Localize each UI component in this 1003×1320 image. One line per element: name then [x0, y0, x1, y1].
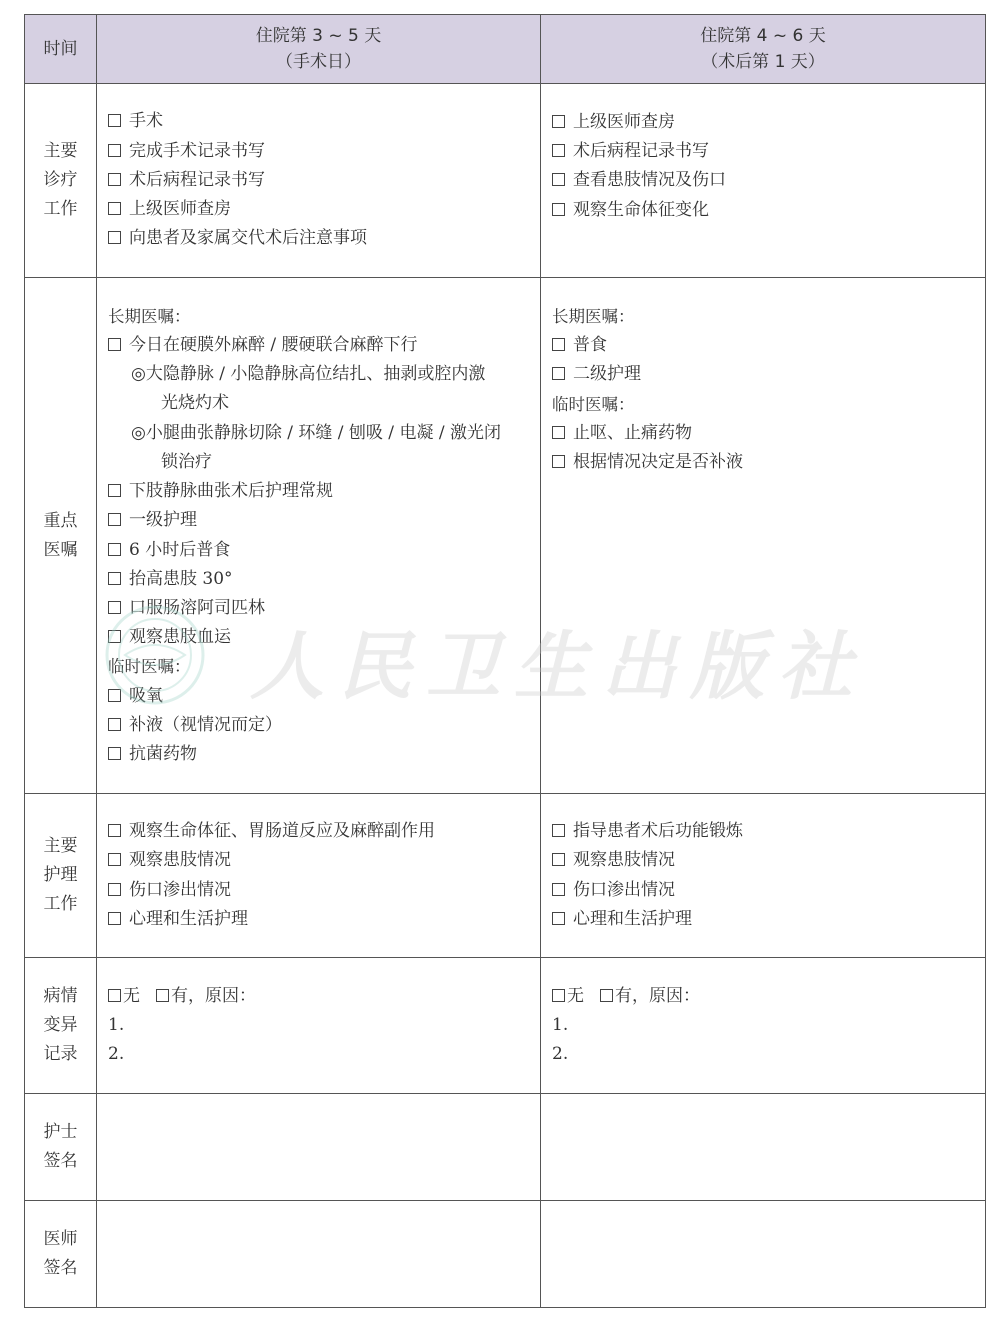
- label-line: 医师: [43, 1229, 78, 1249]
- checkbox[interactable]: [552, 144, 565, 157]
- checkbox[interactable]: [552, 883, 565, 896]
- checkbox[interactable]: [108, 630, 121, 643]
- option-label: 有，原因：: [615, 985, 700, 1006]
- checklist-label: 二级护理: [573, 364, 641, 385]
- checklist-label: 今日在硬膜外麻醉 / 腰硬联合麻醉下行: [129, 335, 418, 356]
- checkbox[interactable]: [108, 513, 121, 526]
- row-label-variance: [25, 958, 97, 1094]
- surgery-option-cont: 锁治疗: [161, 451, 212, 472]
- variance-yes-option[interactable]: [600, 982, 700, 1011]
- checklist-label: 向患者及家属交代术后注意事项: [129, 228, 367, 249]
- checklist-label: 观察生命体征变化: [573, 199, 709, 220]
- label-line: 变异: [43, 1015, 78, 1035]
- checklist-item[interactable]: [552, 419, 975, 448]
- variance-options: [552, 982, 975, 1011]
- checklist-label: 口服肠溶阿司匹林: [129, 597, 265, 618]
- row-label-orders: [25, 278, 97, 794]
- checklist-item[interactable]: [108, 846, 530, 875]
- orders-day-3-5: [97, 278, 541, 794]
- checklist-label: 心理和生活护理: [129, 908, 248, 929]
- checklist-label: 手术: [129, 111, 163, 132]
- label-line: 签名: [43, 1151, 78, 1171]
- checkbox[interactable]: [108, 824, 121, 837]
- checklist-label: 心理和生活护理: [573, 908, 692, 929]
- checklist-label: 完成手术记录书写: [129, 140, 265, 161]
- checklist-label: 伤口渗出情况: [573, 879, 675, 900]
- checklist-label: 上级医师查房: [129, 199, 231, 220]
- checklist-label: 观察生命体征、胃肠道反应及麻醉副作用: [129, 821, 435, 842]
- checklist-item[interactable]: [108, 195, 530, 224]
- checkbox[interactable]: [108, 114, 121, 127]
- row-nursing: [25, 794, 986, 958]
- label-line: 工作: [43, 199, 78, 219]
- surgery-option: [108, 419, 530, 477]
- row-orders: [25, 278, 986, 794]
- checkbox[interactable]: [552, 338, 565, 351]
- nursing-day-3-5: [97, 794, 541, 958]
- variance-none-option[interactable]: [108, 982, 140, 1011]
- checkbox[interactable]: [108, 173, 121, 186]
- temporary-orders-title: 临时医嘱：: [552, 394, 635, 414]
- long-term-orders-title: 长期医嘱：: [552, 307, 635, 326]
- label-line: 病情: [43, 986, 78, 1006]
- checkbox[interactable]: [552, 115, 565, 128]
- checkbox[interactable]: [108, 912, 121, 925]
- label-line: 护理: [43, 865, 78, 885]
- checklist-item[interactable]: [552, 846, 975, 875]
- checkbox[interactable]: [108, 484, 121, 497]
- checklist-label: 术后病程记录书写: [573, 141, 709, 162]
- checkbox[interactable]: [108, 601, 121, 614]
- checkbox[interactable]: [108, 689, 121, 702]
- checkbox[interactable]: [108, 202, 121, 215]
- nursing-day-4-6: [541, 794, 986, 958]
- checklist-item[interactable]: [108, 682, 530, 711]
- nurse-signature-day-4-6[interactable]: [541, 1094, 986, 1201]
- checklist-label: 查看患肢情况及伤口: [573, 170, 726, 191]
- checklist-item[interactable]: [108, 565, 530, 594]
- checklist-label: 观察患肢血运: [129, 627, 231, 648]
- main-work-day-3-5: [97, 84, 541, 278]
- doctor-signature-day-3-5[interactable]: [97, 1201, 541, 1308]
- checklist-item[interactable]: [552, 331, 975, 360]
- checklist-label: 伤口渗出情况: [129, 879, 231, 900]
- checklist-item[interactable]: [108, 137, 530, 166]
- checklist-label: 普食: [573, 335, 607, 356]
- variance-reason-2[interactable]: 2.: [552, 1044, 569, 1065]
- checklist-item[interactable]: [108, 711, 530, 740]
- checklist-item[interactable]: [552, 905, 975, 934]
- nurse-signature-day-3-5[interactable]: [97, 1094, 541, 1201]
- checklist-item[interactable]: [552, 448, 975, 477]
- checkbox[interactable]: [552, 203, 565, 216]
- surgery-option: [108, 360, 530, 418]
- variance-options: [108, 982, 530, 1011]
- row-nurse-sign: [25, 1094, 986, 1201]
- row-label-nurse-sign: [25, 1094, 97, 1201]
- variance-reason-2[interactable]: 2.: [108, 1044, 125, 1065]
- variance-day-4-6: [541, 958, 986, 1094]
- checklist-item[interactable]: [108, 331, 530, 360]
- main-work-day-4-6: [541, 84, 986, 278]
- variance-day-3-5: [97, 958, 541, 1094]
- checkbox[interactable]: [108, 883, 121, 896]
- checkbox[interactable]: [552, 426, 565, 439]
- doctor-signature-day-4-6[interactable]: [541, 1201, 986, 1308]
- surgery-option-cont: 光烧灼术: [161, 393, 229, 414]
- surgery-option-text: ◎小腿曲张静脉切除 / 环缝 / 刨吸 / 电凝 / 激光闭: [131, 422, 501, 443]
- checkbox[interactable]: [600, 989, 613, 1002]
- header-day-4-6-title: 住院第 4 ~ 6 天: [700, 26, 826, 46]
- row-label-doctor-sign: [25, 1201, 97, 1308]
- checklist-label: 一级护理: [129, 510, 197, 531]
- checklist-item[interactable]: [552, 166, 975, 195]
- header-time: 时间: [25, 15, 97, 84]
- checklist-item[interactable]: [552, 360, 975, 389]
- row-label-main-work: [25, 84, 97, 278]
- checklist-item[interactable]: [552, 137, 975, 166]
- variance-none-option[interactable]: [552, 982, 584, 1011]
- checkbox[interactable]: [108, 572, 121, 585]
- checklist-item[interactable]: [108, 817, 530, 846]
- row-doctor-sign: [25, 1201, 986, 1308]
- long-term-orders-title: 长期医嘱：: [108, 306, 191, 326]
- checkbox[interactable]: [552, 367, 565, 380]
- label-line: 工作: [43, 894, 78, 914]
- label-line: 医嘱: [43, 539, 78, 560]
- checklist-label: 指导患者术后功能锻炼: [573, 821, 743, 842]
- temporary-orders-title: 临时医嘱：: [108, 657, 191, 677]
- checklist-label: 观察患肢情况: [129, 850, 231, 871]
- row-variance: [25, 958, 986, 1094]
- header-day-4-6: [541, 15, 986, 84]
- row-main-work: [25, 84, 986, 278]
- checklist-item[interactable]: [108, 224, 530, 253]
- clinical-pathway-table: [24, 14, 986, 1308]
- checkbox[interactable]: [156, 989, 169, 1002]
- header-day-3-5-subtitle: （手术日）: [276, 52, 361, 72]
- checklist-item[interactable]: [552, 876, 975, 905]
- label-line: 护士: [43, 1122, 78, 1142]
- variance-reason-1[interactable]: 1.: [108, 1014, 125, 1035]
- checkbox[interactable]: [108, 853, 121, 866]
- checkbox[interactable]: [108, 989, 121, 1002]
- checklist-label: 根据情况决定是否补液: [573, 452, 743, 473]
- checklist-item[interactable]: [108, 623, 530, 652]
- surgery-option-text: ◎大隐静脉 / 小隐静脉高位结扎、抽剥或腔内激: [131, 364, 486, 385]
- checklist-item[interactable]: [108, 477, 530, 506]
- label-line: 记录: [43, 1044, 78, 1064]
- checkbox[interactable]: [552, 173, 565, 186]
- checklist-item[interactable]: [108, 506, 530, 535]
- variance-reason-1[interactable]: 1.: [552, 1014, 569, 1035]
- checkbox[interactable]: [552, 853, 565, 866]
- checklist-item[interactable]: [108, 740, 530, 769]
- checklist-item[interactable]: [108, 905, 530, 934]
- checkbox[interactable]: [552, 824, 565, 837]
- checklist-item[interactable]: [108, 107, 530, 136]
- label-line: 主要: [43, 141, 78, 161]
- checklist-item[interactable]: [108, 594, 530, 623]
- checklist-label: 止呕、止痛药物: [573, 422, 692, 443]
- row-label-nursing: [25, 794, 97, 958]
- checkbox[interactable]: [108, 543, 121, 556]
- header-row: [25, 15, 986, 84]
- checklist-label: 上级医师查房: [573, 112, 675, 132]
- checklist-item[interactable]: [552, 817, 975, 846]
- checklist-label: 观察患肢情况: [573, 850, 675, 871]
- checklist-label: 吸氧: [129, 685, 163, 706]
- label-line: 签名: [43, 1258, 78, 1278]
- checklist-label: 术后病程记录书写: [129, 169, 265, 190]
- checkbox[interactable]: [552, 912, 565, 925]
- orders-day-4-6: [541, 278, 986, 794]
- checkbox[interactable]: [108, 747, 121, 760]
- checkbox[interactable]: [552, 455, 565, 468]
- checkbox[interactable]: [108, 231, 121, 244]
- checklist-label: 抗菌药物: [129, 743, 197, 764]
- header-day-3-5-title: 住院第 3 ~ 5 天: [255, 26, 382, 46]
- watermark-text: 人民卫生出版社: [250, 624, 866, 710]
- checklist-label: 6 小时后普食: [129, 539, 231, 560]
- option-label: 无: [567, 985, 584, 1006]
- checklist-item[interactable]: [552, 196, 975, 225]
- checkbox[interactable]: [108, 144, 121, 157]
- checkbox[interactable]: [108, 718, 121, 731]
- checkbox[interactable]: [108, 338, 121, 351]
- header-day-3-5: [97, 15, 541, 84]
- checklist-item[interactable]: [552, 108, 975, 137]
- checklist-item[interactable]: [108, 876, 530, 905]
- checklist-label: 补液（视情况而定）: [129, 714, 282, 735]
- checklist-label: 抬高患肢 30°: [129, 568, 233, 589]
- label-line: 诊疗: [43, 170, 78, 190]
- checklist-item[interactable]: [108, 536, 530, 565]
- header-day-4-6-subtitle: （术后第 1 天）: [701, 52, 825, 72]
- label-line: 主要: [43, 836, 78, 856]
- checklist-label: 下肢静脉曲张术后护理常规: [129, 481, 333, 502]
- checkbox[interactable]: [552, 989, 565, 1002]
- option-label: 无: [123, 985, 140, 1006]
- label-line: 重点: [43, 510, 78, 531]
- option-label: 有，原因：: [171, 985, 256, 1006]
- checklist-item[interactable]: [108, 166, 530, 195]
- variance-yes-option[interactable]: [156, 982, 256, 1011]
